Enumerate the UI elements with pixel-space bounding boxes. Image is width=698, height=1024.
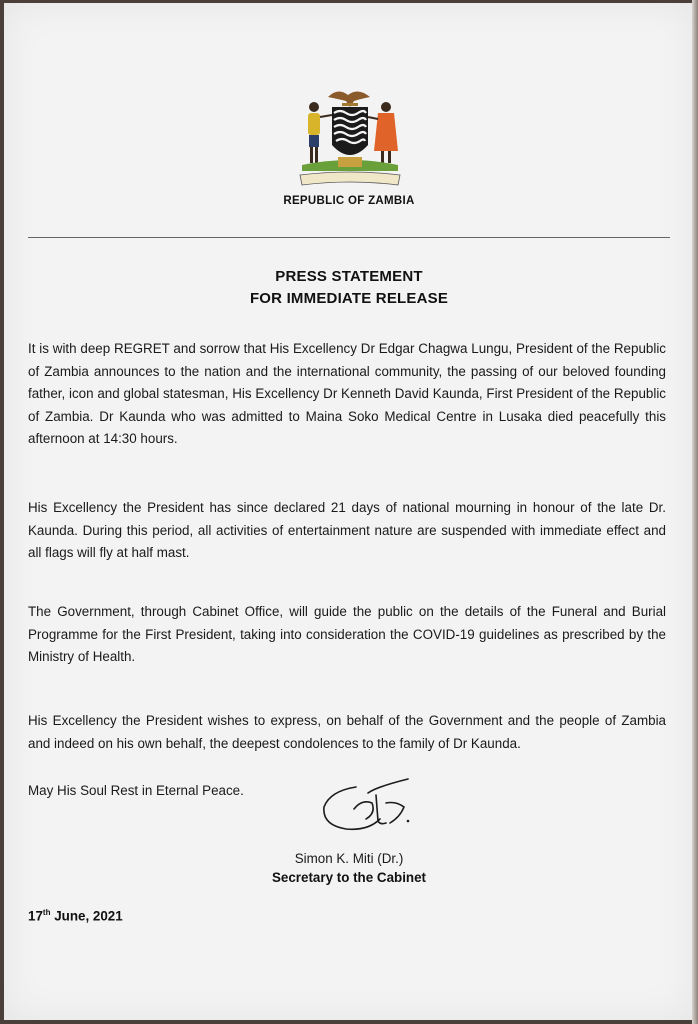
- paragraph-mourning: His Excellency the President has since declared 21 days of national mourning in honour of the late Dr. Kaunda. During this period, all activities of entertainment nature are suspended with immediate effect and all flags will fly at half mast.: [28, 500, 666, 560]
- closing-line: May His Soul Rest in Eternal Peace.: [28, 783, 244, 798]
- page-edge: [692, 0, 698, 1024]
- date-day: 17: [28, 908, 43, 924]
- document-page: [4, 3, 694, 1020]
- date-rest: June, 2021: [50, 908, 123, 924]
- signatory-title: Secretary to the Cabinet: [271, 870, 427, 885]
- paragraph-announcement: It is with deep REGRET and sorrow that His Excellency Dr Edgar Chagwa Lungu, President of the Republic of Zambia announces to the nation and the international community, the passing of our beloved founding father, icon and global statesman, His Excellency Dr Kenneth David Kaunda, First President of the Republic of Zambia. Dr Kaunda who was admitted to Maina Soko Medical Centre in Lusaka died peacefully this afternoon at 14:30 hours.: [28, 341, 666, 446]
- zambia-coat-of-arms-icon: [298, 85, 402, 191]
- country-name: REPUBLIC OF ZAMBIA: [283, 195, 415, 207]
- handwritten-signature: [316, 773, 416, 835]
- paragraph-funeral: The Government, through Cabinet Office, will guide the public on the details of the Funeral and Burial Programme for the First President, taking into consideration the COVID-19 guidelines as prescribed by the Ministry of Health.: [28, 604, 666, 664]
- date-suffix: th: [42, 908, 51, 917]
- document-date: [28, 908, 123, 923]
- signatory-name: Simon K. Miti (Dr.): [294, 851, 404, 866]
- document-title: PRESS STATEMENT: [275, 268, 423, 285]
- paragraph-condolences: His Excellency the President wishes to express, on behalf of the Government and the people of Zambia and indeed on his own behalf, the deepest condolences to the family of Dr Kaunda.: [28, 713, 666, 751]
- header-divider: [28, 237, 670, 238]
- document-subtitle: FOR IMMEDIATE RELEASE: [249, 290, 449, 307]
